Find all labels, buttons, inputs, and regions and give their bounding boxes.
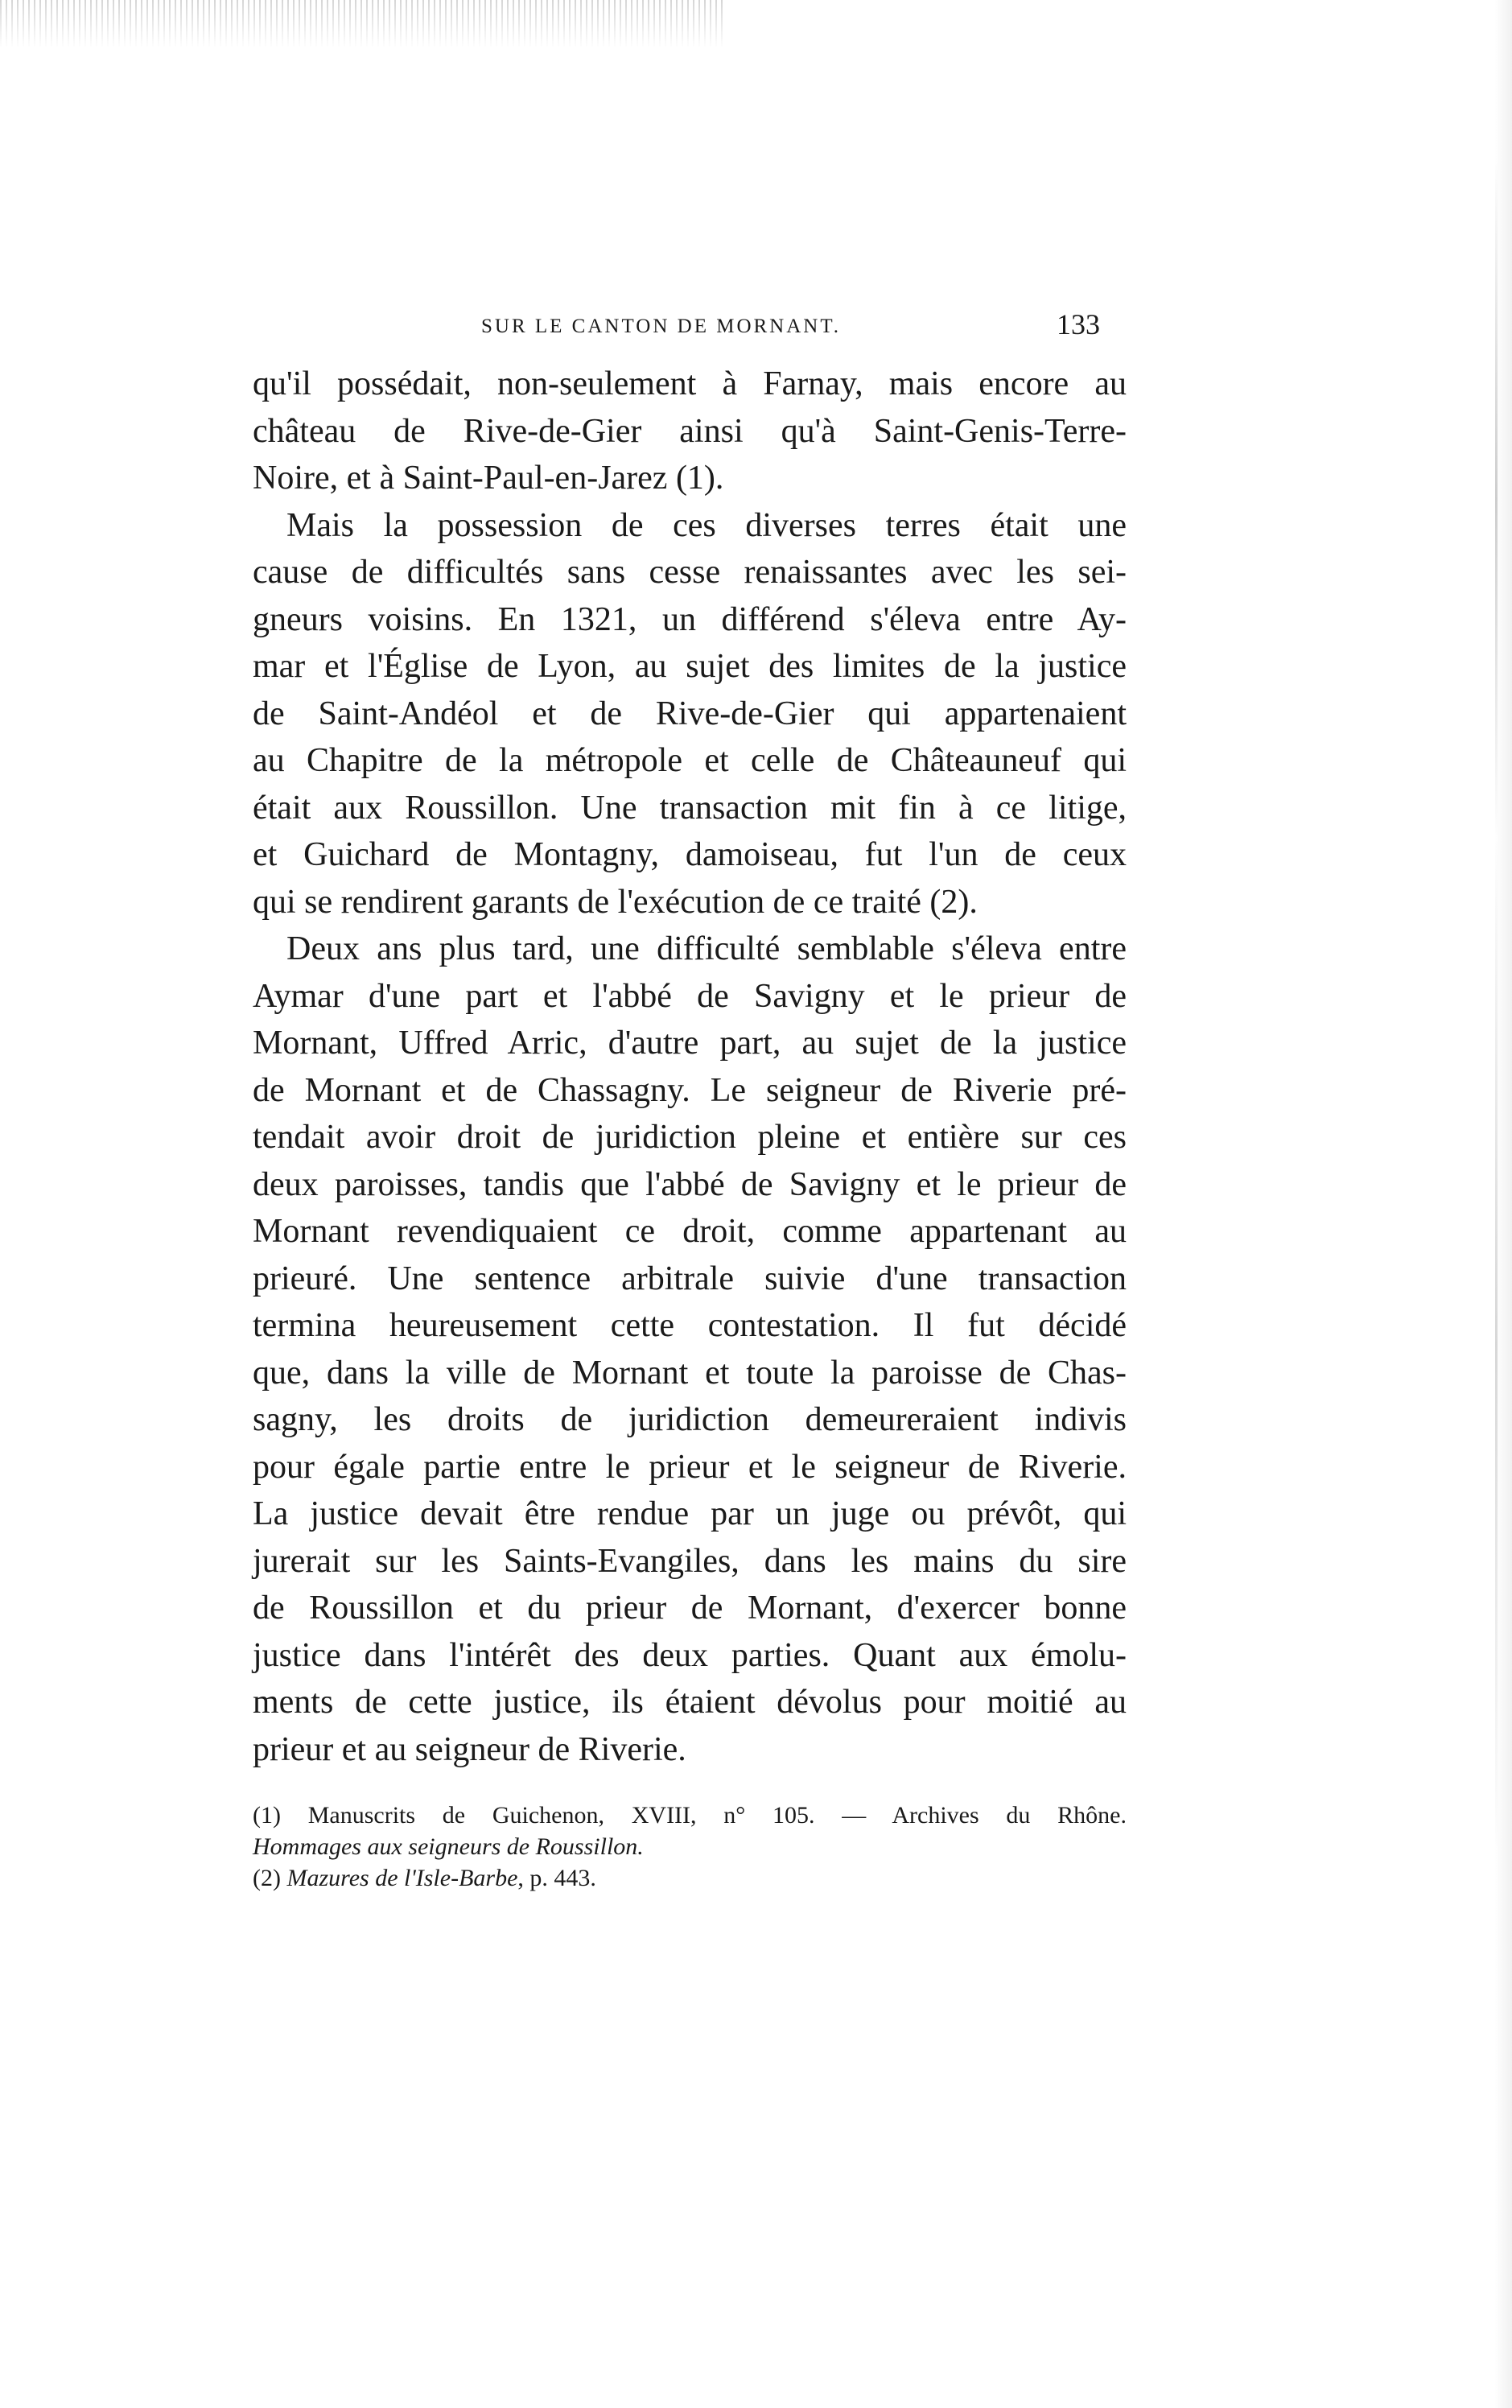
text-line: Deux ans plus tard, une difficulté semblable s'éleva entre xyxy=(286,930,1127,967)
text-line: mar et l'Église de Lyon, au sujet des limites de la justice xyxy=(253,648,1127,685)
text-line: tendait avoir droit de juridiction pleine et entière sur ces xyxy=(253,1119,1127,1156)
running-head: SUR LE CANTON DE MORNANT. xyxy=(481,315,841,337)
text-line: sagny, les droits de juridiction demeureraient indivis xyxy=(253,1401,1127,1438)
text-line: termina heureusement cette contestation. Il fut décidé xyxy=(253,1307,1127,1344)
text-line: était aux Roussillon. Une transaction mit fin à ce litige, xyxy=(253,789,1127,827)
text-line: Mornant, Uffred Arric, d'autre part, au sujet de la justice xyxy=(253,1025,1127,1062)
text-line: justice dans l'intérêt des deux parties. Quant aux émolu- xyxy=(253,1636,1127,1674)
footnote-2-number: (2) xyxy=(253,1865,281,1891)
scan-noise-top xyxy=(0,0,724,48)
footnote-1-line-1: (1) Manuscrits de Guichenon, XVIII, n° 105. — Archives du Rhône. xyxy=(253,1802,1127,1829)
text-line: jurerait sur les Saints-Evangiles, dans les mains du sire xyxy=(253,1542,1127,1580)
text-line: ments de cette justice, ils étaient dévolus pour moitié au xyxy=(253,1684,1127,1721)
page-number: 133 xyxy=(1057,308,1100,340)
text-line: prieur et au seigneur de Riverie. xyxy=(253,1730,686,1768)
footnote-2 xyxy=(253,1862,1127,1894)
text-line: Aymar d'une part et l'abbé de Savigny et le prieur de xyxy=(253,977,1127,1015)
text-line: Noire, et à Saint-Paul-en-Jarez (1). xyxy=(253,460,724,497)
text-line: qui se rendirent garants de l'exécution de ce traité (2). xyxy=(253,883,978,921)
text-line: cause de difficultés sans cesse renaissantes avec les sei- xyxy=(253,554,1127,591)
footnote-2-reference: , p. 443. xyxy=(517,1865,596,1891)
text-line: prieuré. Une sentence arbitrale suivie d'une transaction xyxy=(253,1260,1127,1297)
footnote-1-line-2: Hommages aux seigneurs de Roussillon. xyxy=(253,1833,644,1860)
text-line: de Mornant et de Chassagny. Le seigneur de Riverie pré- xyxy=(253,1071,1127,1109)
text-line: de Saint-Andéol et de Rive-de-Gier qui appartenaient xyxy=(253,695,1127,732)
text-line: La justice devait être rendue par un juge ou prévôt, qui xyxy=(253,1495,1127,1532)
text-line: que, dans la ville de Mornant et toute la paroisse de Chas- xyxy=(253,1354,1127,1392)
scan-margin-marks xyxy=(1495,161,1498,1851)
text-line: deux paroisses, tandis que l'abbé de Savigny et le prieur de xyxy=(253,1165,1127,1203)
text-line: gneurs voisins. En 1321, un différend s'éleva entre Ay- xyxy=(253,600,1127,638)
text-line: au Chapitre de la métropole et celle de Châteauneuf qui xyxy=(253,742,1127,779)
text-line: château de Rive-de-Gier ainsi qu'à Saint-Genis-Terre- xyxy=(253,412,1127,450)
text-line: et Guichard de Montagny, damoiseau, fut l'un de ceux xyxy=(253,836,1127,873)
text-line: pour égale partie entre le prieur et le seigneur de Riverie. xyxy=(253,1448,1127,1486)
footnotes xyxy=(253,1800,1127,1894)
text-line: Mornant revendiquaient ce droit, comme appartenant au xyxy=(253,1213,1127,1250)
footnote-2-title: Mazures de l'Isle-Barbe xyxy=(286,1865,518,1891)
text-line: qu'il possédait, non-seulement à Farnay, mais encore au xyxy=(253,365,1127,402)
text-line: de Roussillon et du prieur de Mornant, d'exercer bonne xyxy=(253,1590,1127,1627)
text-line: Mais la possession de ces diverses terres était une xyxy=(286,506,1127,544)
body-text xyxy=(253,361,1127,1773)
